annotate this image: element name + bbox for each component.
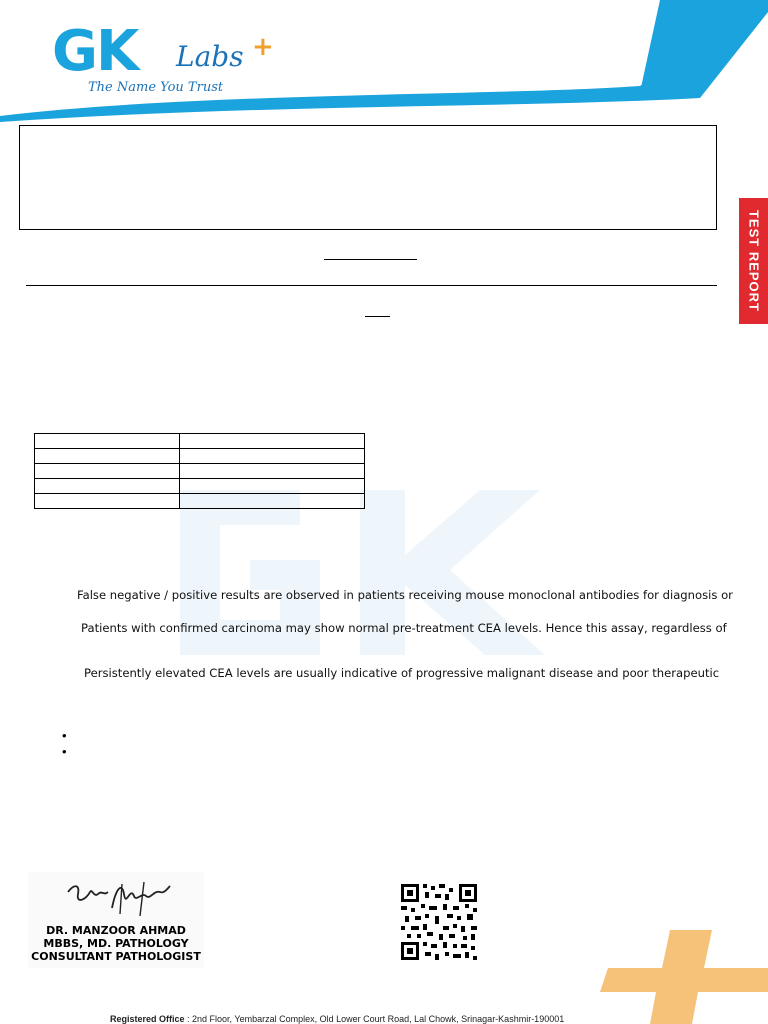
signature-block [28, 872, 204, 968]
table-row [35, 434, 365, 449]
logo-plus-icon: + [252, 32, 274, 62]
table-cell [180, 494, 365, 509]
note-elevated-cea: Persistently elevated CEA levels are usually indicative of progressive malignant disease and poor therapeutic [84, 666, 720, 680]
doctor-name: DR. MANZOOR AHMAD [46, 924, 186, 937]
qr-code [399, 882, 479, 962]
test-report-tab-label: TEST REPORT [746, 209, 761, 313]
table-cell [180, 434, 365, 449]
table-row [35, 479, 365, 494]
doctor-credentials [28, 924, 204, 963]
test-report-tab [739, 198, 768, 324]
table-cell [180, 464, 365, 479]
section-divider [26, 285, 717, 286]
note-false-results: False negative / positive results are observed in patients receiving mouse monoclonal antibodies for diagnosis or [77, 588, 733, 602]
results-table [34, 433, 365, 509]
table-cell [180, 479, 365, 494]
patient-details-box [19, 125, 717, 230]
table-cell [180, 449, 365, 464]
company-logo [52, 19, 292, 100]
table-cell [35, 434, 180, 449]
logo-labs-text: Labs [176, 40, 244, 73]
report-heading-underline [324, 259, 417, 260]
footer-address [110, 1014, 564, 1024]
footer-label: Registered Office [110, 1014, 185, 1024]
table-cell [35, 494, 180, 509]
bullet-point: • [62, 744, 67, 759]
table-cell [35, 479, 180, 494]
subheading-underline [365, 316, 390, 317]
footer-address-text: : 2nd Floor, Yembarzal Complex, Old Lower Court Road, Lal Chowk, Srinagar-Kashmir-190001 [184, 1014, 565, 1024]
orange-plus-graphic [600, 930, 768, 1024]
note-normal-cea: Patients with confirmed carcinoma may show normal pre-treatment CEA levels. Hence this assay, regardless of [81, 621, 727, 635]
table-row [35, 464, 365, 479]
bullet-point: • [62, 728, 67, 743]
doctor-qualification: MBBS, MD. PATHOLOGY [43, 937, 189, 950]
doctor-title: CONSULTANT PATHOLOGIST [31, 950, 201, 963]
logo-gk-mark: GK [52, 19, 138, 84]
handwritten-signature [64, 878, 174, 920]
table-row [35, 494, 365, 509]
logo-tagline: The Name You Trust [88, 80, 224, 95]
table-row [35, 449, 365, 464]
table-cell [35, 449, 180, 464]
table-cell [35, 464, 180, 479]
